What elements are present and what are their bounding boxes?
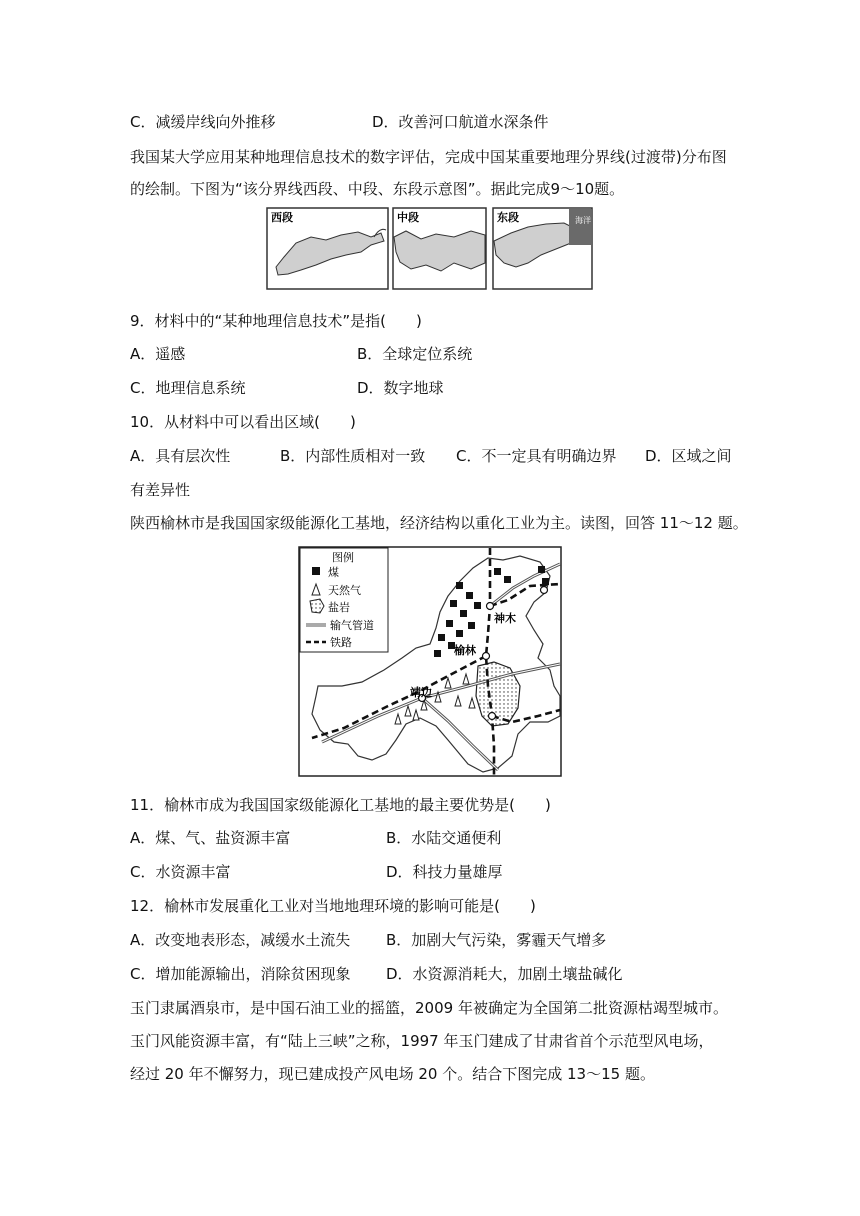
q10-option-c: C．不一定具有明确边界	[456, 447, 617, 465]
legend-title: 图例	[332, 551, 354, 564]
q10-option-d: D．区域之间	[645, 447, 732, 465]
middle-segment-panel	[393, 208, 486, 289]
q10-option-a: A．具有层次性	[130, 447, 231, 465]
west-segment-panel	[267, 208, 388, 289]
east-segment-panel	[493, 208, 592, 289]
q11-option-c: C．水资源丰富	[130, 863, 231, 881]
q9-option-d: D．数字地球	[357, 379, 444, 397]
east-segment-label: 东段	[497, 211, 519, 224]
passage2-line1: 陕西榆林市是我国国家级能源化工基地，经济结构以重化工业为主。读图，回答 11～12 题。	[130, 514, 748, 532]
passage1-line1: 我国某大学应用某种地理信息技术的数字评估，完成中国某重要地理分界线(过渡带)分布图	[130, 148, 727, 166]
boundary-segments-figure	[266, 207, 594, 291]
east-segment-sea-label: 海洋	[575, 216, 591, 225]
q8-option-c: C．减缓岸线向外推移	[130, 113, 276, 131]
q11-option-b: B．水陆交通便利	[386, 829, 502, 847]
q11-stem: 11．榆林市成为我国国家级能源化工基地的最主要优势是( )	[130, 796, 551, 814]
passage1-line2: 的绘制。下图为“该分界线西段、中段、东段示意图”。据此完成9～10题。	[130, 180, 625, 198]
q9-option-b: B．全球定位系统	[357, 345, 473, 363]
q12-option-b: B．加剧大气污染，雾霾天气增多	[386, 931, 607, 949]
city-label-yulin: 榆林	[454, 644, 476, 657]
legend-railway: 铁路	[330, 636, 352, 649]
west-segment-label: 西段	[271, 211, 293, 224]
legend-coal: 煤	[328, 566, 339, 579]
q12-option-a: A．改变地表形态，减缓水土流失	[130, 931, 351, 949]
q11-option-d: D．科技力量雄厚	[386, 863, 503, 881]
q10-option-b: B．内部性质相对一致	[280, 447, 426, 465]
legend-gas: 天然气	[328, 584, 361, 597]
legend-salt: 盐岩	[328, 601, 350, 614]
q11-option-a: A．煤、气、盐资源丰富	[130, 829, 291, 847]
city-label-shenmu: 神木	[494, 612, 516, 625]
yulin-map-figure	[298, 546, 562, 778]
q9-option-a: A．遥感	[130, 345, 186, 363]
q12-option-d: D．水资源消耗大，加剧土壤盐碱化	[386, 965, 623, 983]
q10-stem: 10．从材料中可以看出区域( )	[130, 413, 356, 431]
middle-segment-label: 中段	[397, 211, 419, 224]
q12-option-c: C．增加能源输出，消除贫困现象	[130, 965, 351, 983]
q10-option-d-continued: 有差异性	[130, 481, 191, 499]
passage3-line3: 经过 20 年不懈努力，现已建成投产风电场 20 个。结合下图完成 13～15 题。	[130, 1065, 655, 1083]
city-label-jingbian: 靖边	[410, 686, 432, 699]
q9-option-c: C．地理信息系统	[130, 379, 246, 397]
passage3-line2: 玉门风能资源丰富，有“陆上三峡”之称，1997 年玉门建成了甘肃省首个示范型风电场，	[130, 1032, 714, 1050]
legend-pipeline: 输气管道	[330, 619, 374, 632]
passage3-line1: 玉门隶属酒泉市，是中国石油工业的摇篮，2009 年被确定为全国第二批资源枯竭型城市。	[130, 999, 728, 1017]
map-legend	[300, 548, 388, 652]
q12-stem: 12．榆林市发展重化工业对当地地理环境的影响可能是( )	[130, 897, 536, 915]
q9-stem: 9．材料中的“某种地理信息技术”是指( )	[130, 312, 422, 330]
q8-option-d: D．改善河口航道水深条件	[372, 113, 549, 131]
